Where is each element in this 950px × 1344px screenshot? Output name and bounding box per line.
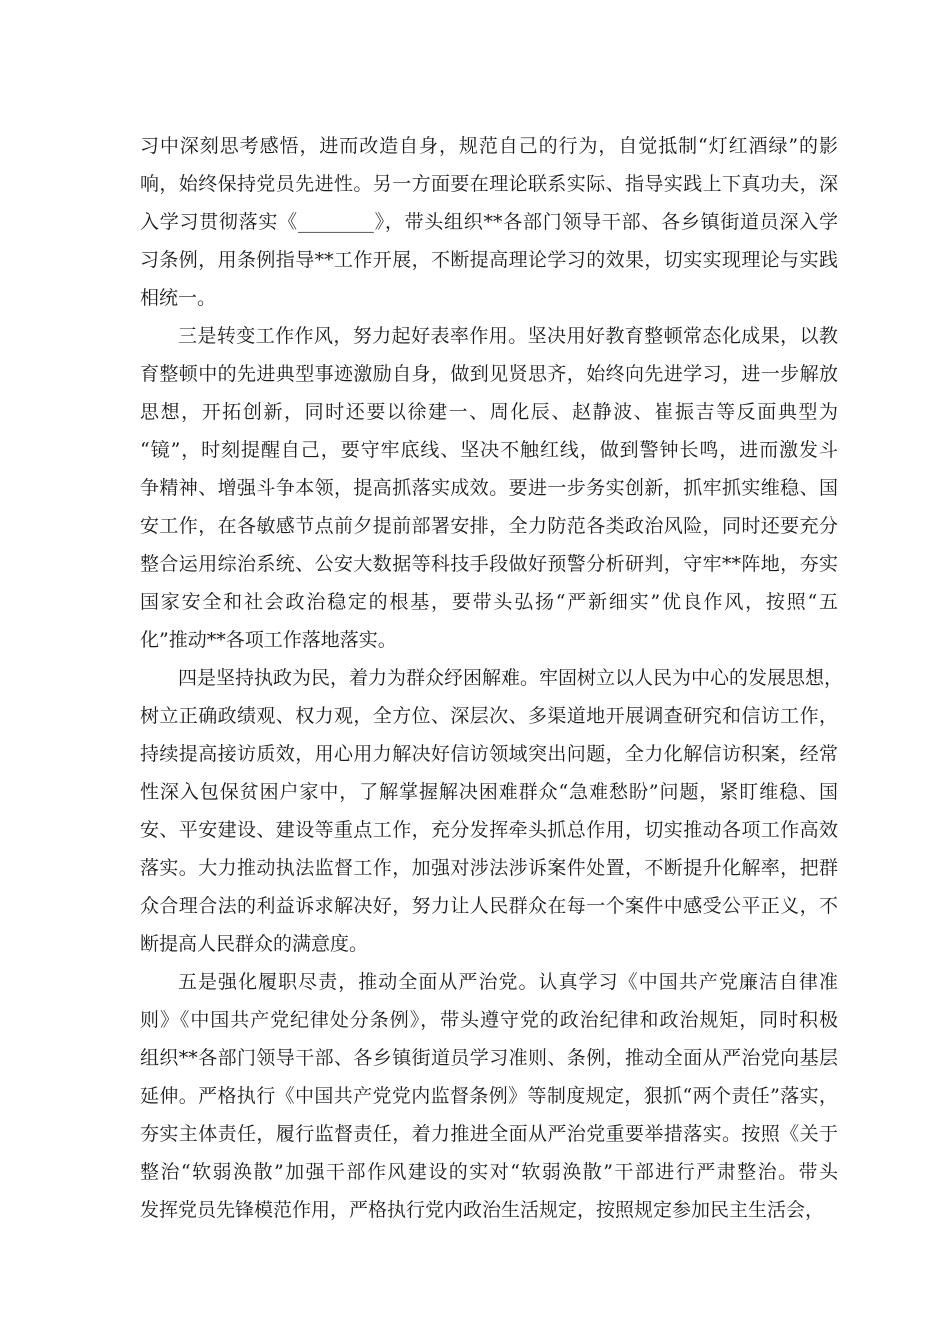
text-line: 三是转变工作作风，努力起好表率作用。坚决用好教育整顿常态化成果，以教 — [178, 325, 838, 347]
text-line: 树立正确政绩观、权力观，全方位、深层次、多渠道地开展调查研究和信访工作， — [140, 705, 838, 727]
text-line: 争精神、增强斗争本领，提高抓落实成效。要进一步务实创新，抓牢抓实维稳、国 — [140, 477, 838, 499]
paragraph — [140, 317, 838, 659]
text-line: 性深入包保贫困户家中，了解掌握解决困难群众“急难愁盼”问题，紧盯维稳、国 — [140, 781, 838, 803]
text-line: 入学习贯彻落实《________》，带头组织**各部门领导干部、各乡镇街道员深入学 — [140, 211, 838, 233]
text-line: 落实。大力推动执法监督工作，加强对涉法涉诉案件处置，不断提升化解率，把群 — [140, 857, 838, 879]
text-line: 化”推动**各项工作落地落实。 — [140, 629, 397, 651]
paragraph — [140, 659, 844, 963]
text-line: “镜”，时刻提醒自己，要守牢底线、坚决不触红线，做到警钟长鸣，进而激发斗 — [140, 439, 838, 461]
text-line: 整治“软弱涣散”加强干部作风建设的实对“软弱涣散”干部进行严肃整治。带头 — [140, 1161, 838, 1183]
text-line: 育整顿中的先进典型事迹激励自身，做到见贤思齐，始终向先进学习，进一步解放 — [140, 363, 838, 385]
text-line: 断提高人民群众的满意度。 — [140, 933, 369, 955]
text-line: 众合理合法的利益诉求解决好，努力让人民群众在每一个案件中感受公平正义，不 — [140, 895, 838, 917]
document-page — [140, 127, 844, 1229]
paragraph — [140, 963, 838, 1229]
text-line: 习中深刻思考感悟，进而改造自身，规范自己的行为，自觉抵制“灯红酒绿”的影 — [140, 135, 838, 157]
text-line: 组织**各部门领导干部、各乡镇街道员学习准则、条例，推动全面从严治党向基层 — [140, 1047, 838, 1069]
text-line: 安、平安建设、建设等重点工作，充分发挥牵头抓总作用，切实推动各项工作高效 — [140, 819, 838, 841]
text-line: 国家安全和社会政治稳定的根基，要带头弘扬“严新细实”优良作风，按照“五 — [140, 591, 838, 613]
text-line: 响，始终保持党员先进性。另一方面要在理论联系实际、指导实践上下真功夫，深 — [140, 173, 838, 195]
text-line: 则》《中国共产党纪律处分条例》，带头遵守党的政治纪律和政治规矩，同时积极 — [140, 1009, 838, 1031]
text-line: 持续提高接访质效，用心用力解决好信访领域突出问题，全力化解信访积案，经常 — [140, 743, 838, 765]
text-line: 夯实主体责任，履行监督责任，着力推进全面从严治党重要举措落实。按照《关于 — [140, 1123, 838, 1145]
text-line: 发挥党员先锋模范作用，严格执行党内政治生活规定，按照规定参加民主生活会， — [140, 1199, 825, 1221]
paragraph — [140, 127, 838, 317]
text-line: 五是强化履职尽责，推动全面从严治党。认真学习《中国共产党廉洁自律准 — [178, 971, 838, 993]
text-line: 安工作，在各敏感节点前夕提前部署安排，全力防范各类政治风险，同时还要充分 — [140, 515, 838, 537]
text-line: 整合运用综治系统、公安大数据等科技手段做好预警分析研判，守牢**阵地，夯实 — [140, 553, 838, 575]
text-line: 四是坚持执政为民，着力为群众纾困解难。牢固树立以人民为中心的发展思想， — [178, 667, 844, 689]
text-line: 习条例，用条例指导**工作开展，不断提高理论学习的效果，切实实现理论与实践 — [140, 249, 838, 271]
text-line: 相统一。 — [140, 287, 217, 309]
text-line: 延伸。严格执行《中国共产党党内监督条例》等制度规定，狠抓“两个责任”落实， — [140, 1085, 838, 1107]
text-line: 思想，开拓创新，同时还要以徐建一、周化辰、赵静波、崔振吉等反面典型为 — [140, 401, 838, 423]
